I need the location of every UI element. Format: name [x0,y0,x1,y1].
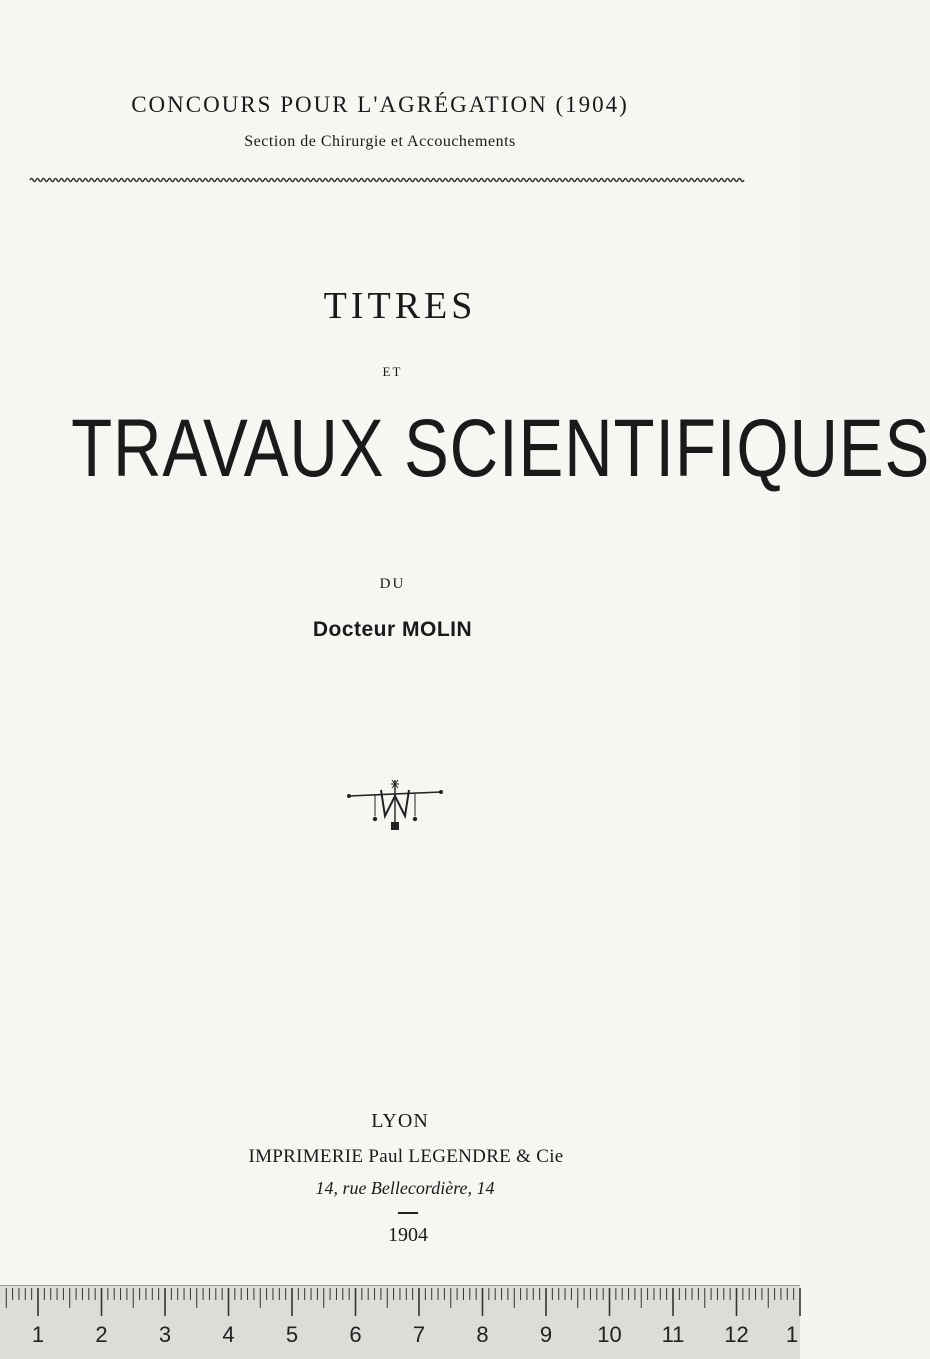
short-rule [398,1212,418,1214]
title-travaux-scientifiques: TRAVAUX SCIENTIFIQUES [71,403,930,494]
ruler-number: 11 [661,1322,685,1347]
ruler-number: 2 [95,1322,108,1347]
ruler-number: 1 [785,1322,799,1347]
ruler-number: 12 [724,1322,749,1347]
ornamental-vignette-icon [345,776,445,836]
wavy-rule-divider [30,172,742,188]
ruler-number: 3 [158,1322,172,1347]
ruler-number: 8 [476,1322,489,1347]
ruler-number: 4 [222,1322,235,1347]
imprint-year: 1904 [388,1224,428,1246]
ruler-number: 5 [285,1322,299,1347]
header-title: CONCOURS POUR L'AGRÉGATION (1904) [131,92,629,117]
imprint-city: LYON [371,1110,429,1132]
ruler-number: 6 [349,1322,362,1347]
header-subtitle: Section de Chirurgie et Accouchements [244,133,516,150]
author-name: Docteur MOLIN [312,618,473,641]
title-connector: ET [382,364,403,379]
title-titres: TITRES [323,285,477,327]
ruler-number: 1 [31,1322,45,1347]
author-prefix: DU [379,576,406,592]
measuring-ruler [0,1285,800,1359]
ruler-number: 7 [412,1322,426,1347]
ruler-number: 10 [597,1322,622,1347]
ruler-ticks [0,1286,800,1326]
ruler-number: 9 [539,1322,553,1347]
imprint-address: 14, rue Bellecordière, 14 [315,1178,495,1198]
imprint-printer: IMPRIMERIE Paul LEGENDRE & Cie [248,1146,564,1167]
